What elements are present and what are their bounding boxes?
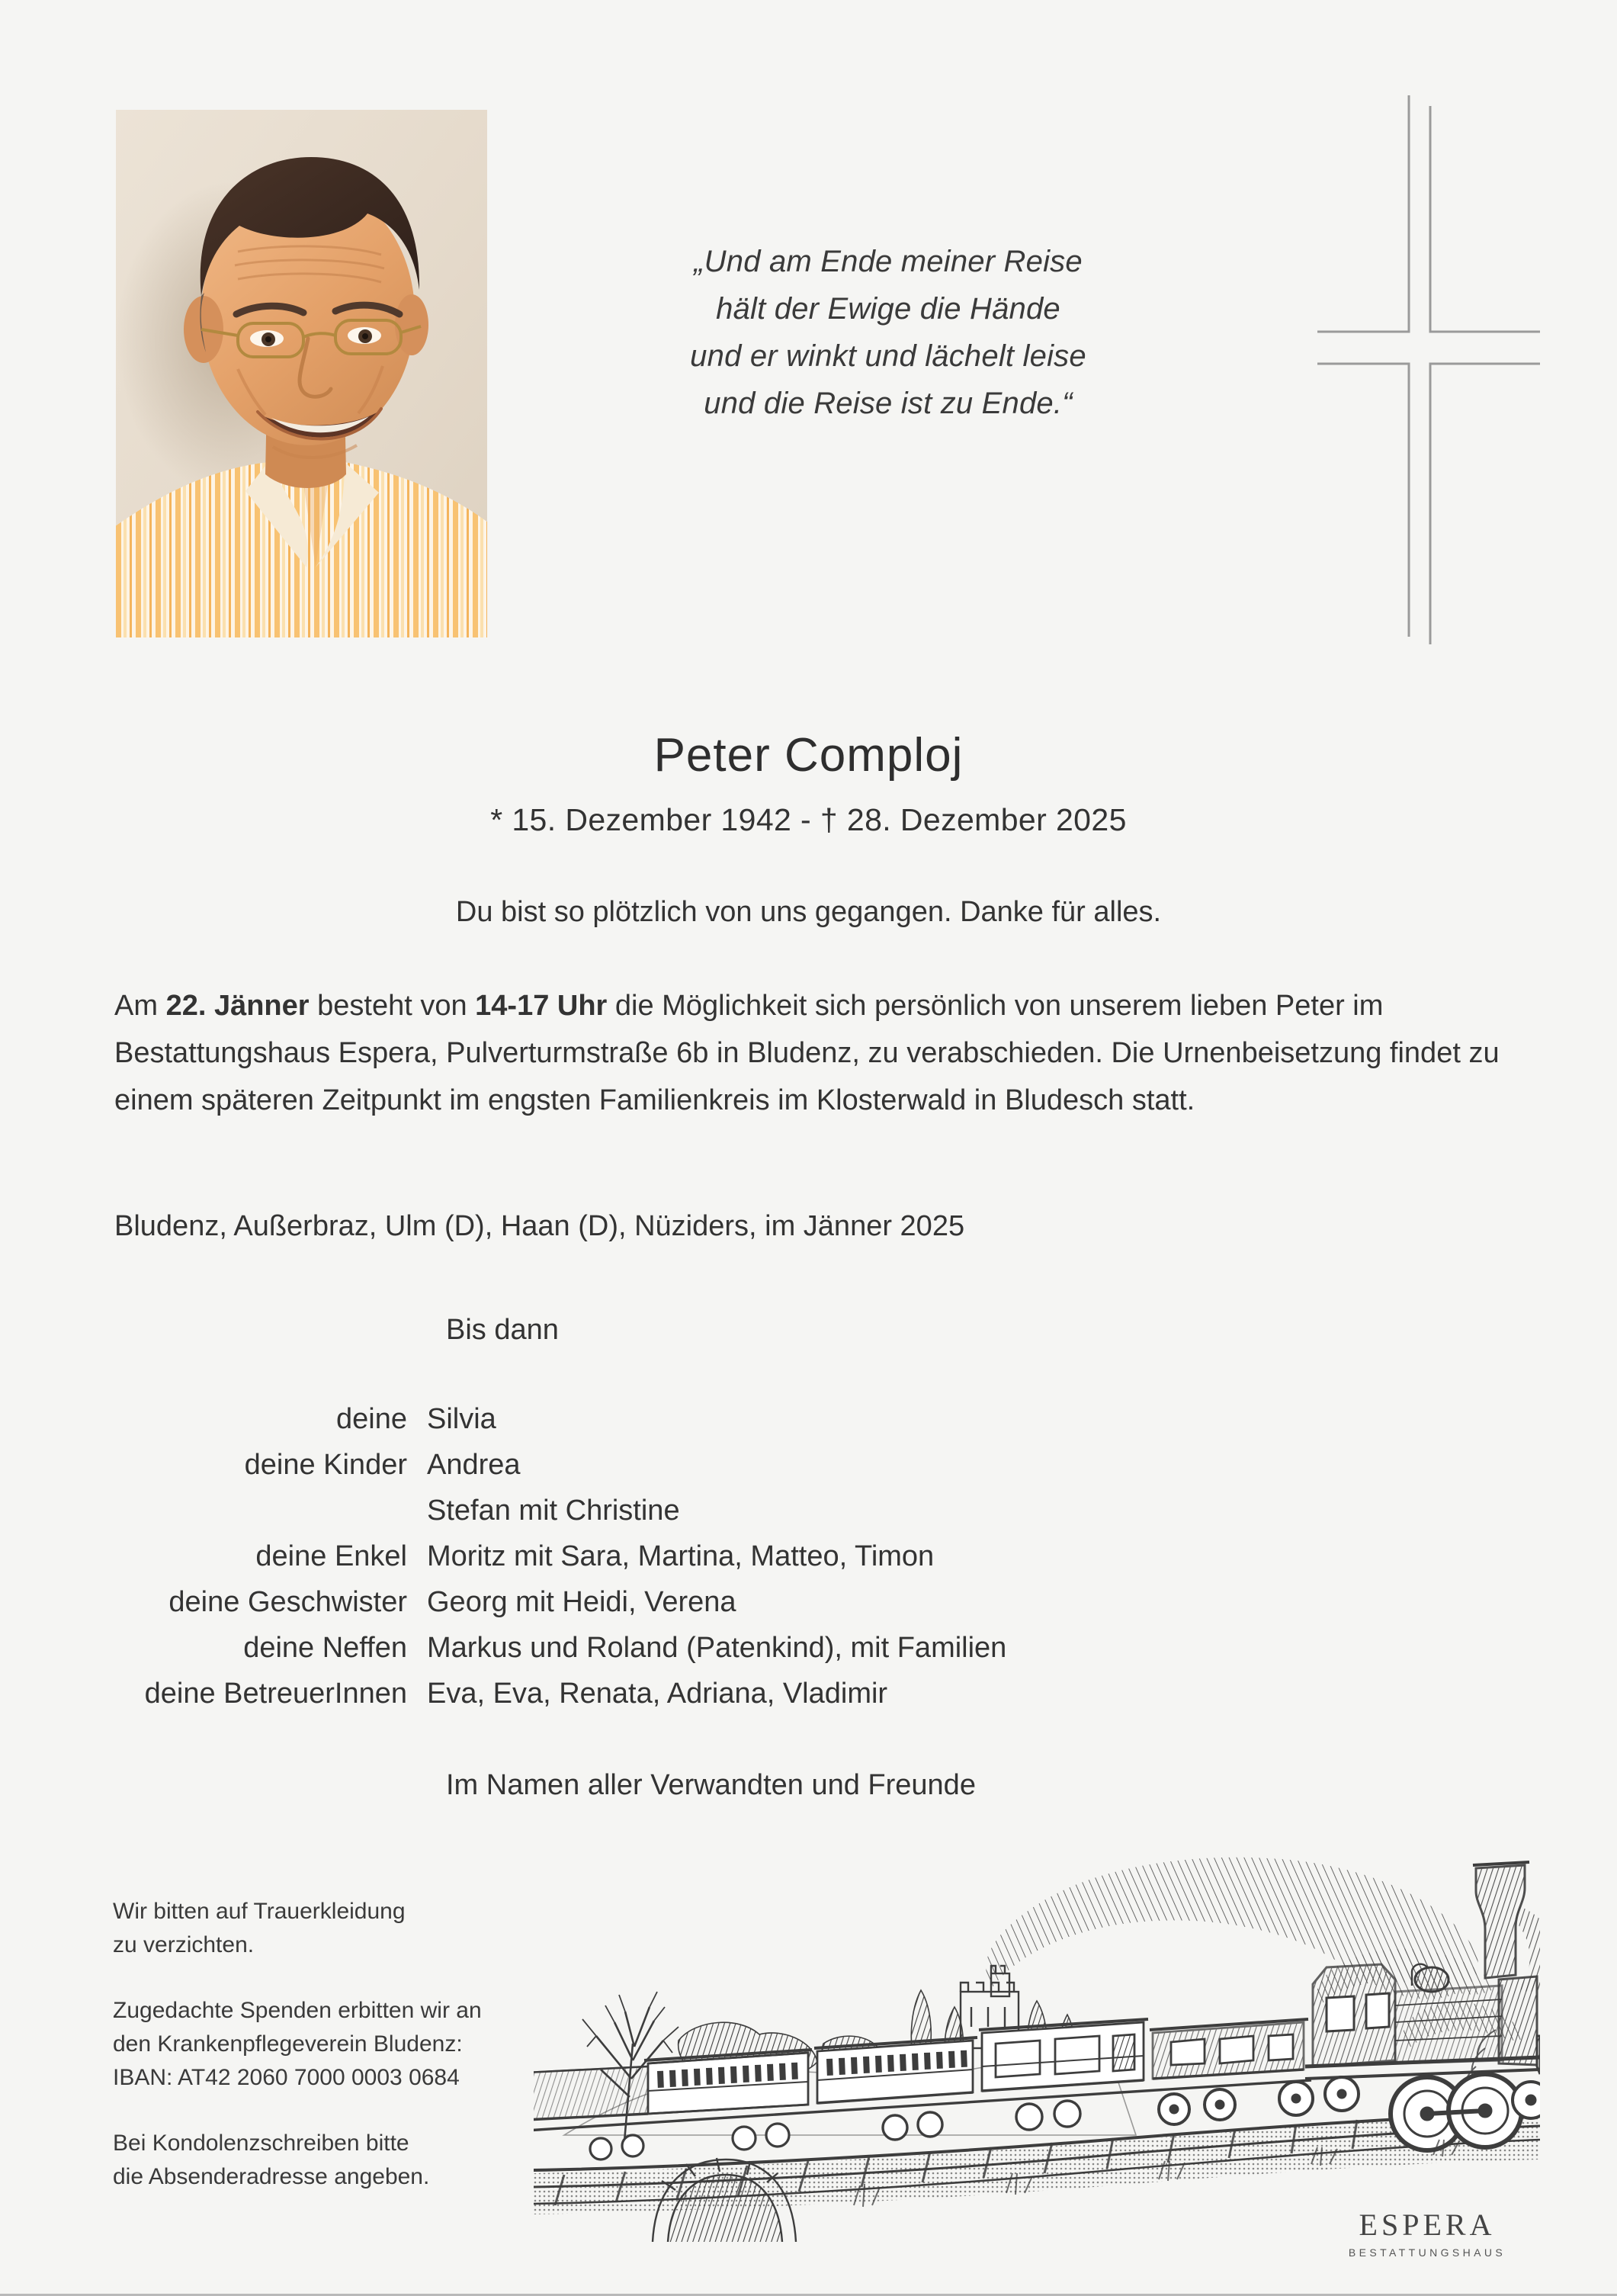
portrait-photo bbox=[116, 110, 487, 637]
footer-notes bbox=[113, 1895, 586, 2194]
family-label: deine BetreuerInnen bbox=[144, 1678, 407, 1710]
note-line: Bei Kondolenzschreiben bitte bbox=[113, 2131, 409, 2156]
note-line-iban: IBAN: AT42 2060 7000 0003 0684 bbox=[113, 2065, 460, 2090]
family-row bbox=[0, 1678, 1067, 1723]
quote-line-2: hält der Ewige die Hände bbox=[716, 292, 1060, 326]
announcement-time-bold: 14-17 Uhr bbox=[475, 990, 608, 1022]
places-line: Bludenz, Außerbraz, Ulm (D), Haan (D), Nüziders, im Jänner 2025 bbox=[114, 1210, 965, 1242]
family-label: deine Geschwister bbox=[168, 1586, 407, 1618]
cross-outline-svg bbox=[1288, 95, 1540, 644]
cross-icon bbox=[1288, 95, 1540, 644]
announcement-paragraph bbox=[114, 982, 1517, 1124]
steam-train-illustration bbox=[534, 1815, 1540, 2242]
memorial-quote bbox=[595, 238, 1182, 427]
family-value: Silvia bbox=[427, 1403, 496, 1435]
note-line: den Krankenpflegeverein Bludenz: bbox=[113, 2031, 463, 2057]
espera-logo bbox=[1339, 2208, 1515, 2259]
note-block-donations bbox=[113, 1994, 586, 2095]
family-value: Stefan mit Christine bbox=[427, 1495, 680, 1527]
quote-line-3: und er winkt und lächelt leise bbox=[690, 339, 1086, 373]
family-row bbox=[0, 1540, 1067, 1586]
family-label: deine bbox=[336, 1403, 407, 1435]
family-row bbox=[0, 1495, 1067, 1540]
note-line: Wir bitten auf Trauerkleidung bbox=[113, 1899, 406, 1924]
logo-wordmark: ESPERA bbox=[1359, 2208, 1496, 2242]
family-row bbox=[0, 1632, 1067, 1678]
family-label: deine Kinder bbox=[244, 1449, 407, 1481]
family-row bbox=[0, 1586, 1067, 1632]
family-row bbox=[0, 1449, 1067, 1495]
closing-line: Im Namen aller Verwandten und Freunde bbox=[446, 1769, 976, 1801]
note-block-dresscode bbox=[113, 1895, 586, 1962]
deceased-dates: * 15. Dezember 1942 - † 28. Dezember 2025 bbox=[490, 802, 1127, 837]
family-label: deine Enkel bbox=[255, 1540, 407, 1572]
note-line: zu verzichten. bbox=[113, 1932, 255, 1957]
note-block-condolences bbox=[113, 2127, 586, 2194]
deceased-name: Peter Comploj bbox=[653, 729, 964, 782]
portrait-illustration bbox=[116, 110, 487, 637]
family-value: Markus und Roland (Patenkind), mit Familien bbox=[427, 1632, 1007, 1664]
family-value: Moritz mit Sara, Martina, Matteo, Timon bbox=[427, 1540, 935, 1572]
announcement-date-bold: 22. Jänner bbox=[165, 990, 310, 1022]
quote-line-1: „Und am Ende meiner Reise bbox=[694, 245, 1083, 278]
family-value: Eva, Eva, Renata, Adriana, Vladimir bbox=[427, 1678, 888, 1710]
steam-train-svg bbox=[534, 1815, 1540, 2242]
note-line: die Absenderadresse angeben. bbox=[113, 2164, 430, 2189]
family-value: Andrea bbox=[427, 1449, 521, 1481]
farewell-line: Bis dann bbox=[446, 1314, 559, 1346]
family-row bbox=[0, 1403, 1067, 1449]
quote-line-4: und die Reise ist zu Ende.“ bbox=[704, 387, 1073, 420]
tribute-line: Du bist so plötzlich von uns gegangen. Danke für alles. bbox=[455, 896, 1162, 928]
logo-subtitle: BESTATTUNGSHAUS bbox=[1348, 2246, 1506, 2259]
announcement-part2: besteht von bbox=[309, 990, 476, 1022]
announcement-part1: Am bbox=[114, 990, 166, 1022]
note-line: Zugedachte Spenden erbitten wir an bbox=[113, 1998, 482, 2023]
family-list bbox=[0, 1403, 1067, 1723]
announcement-part3: die Möglichkeit sich persönlich von unserem lieben Peter im Bestattungshaus Espera, Pulverturmstraße 6b in Bludenz, zu verabschieden. Die Urnenbeisetzung findet zu einem späteren Zeitpunkt im engsten Familienkreis im Klosterwald in Bludesch statt. bbox=[114, 990, 1500, 1116]
family-value: Georg mit Heidi, Verena bbox=[427, 1586, 736, 1618]
family-label: deine Neffen bbox=[243, 1632, 407, 1664]
